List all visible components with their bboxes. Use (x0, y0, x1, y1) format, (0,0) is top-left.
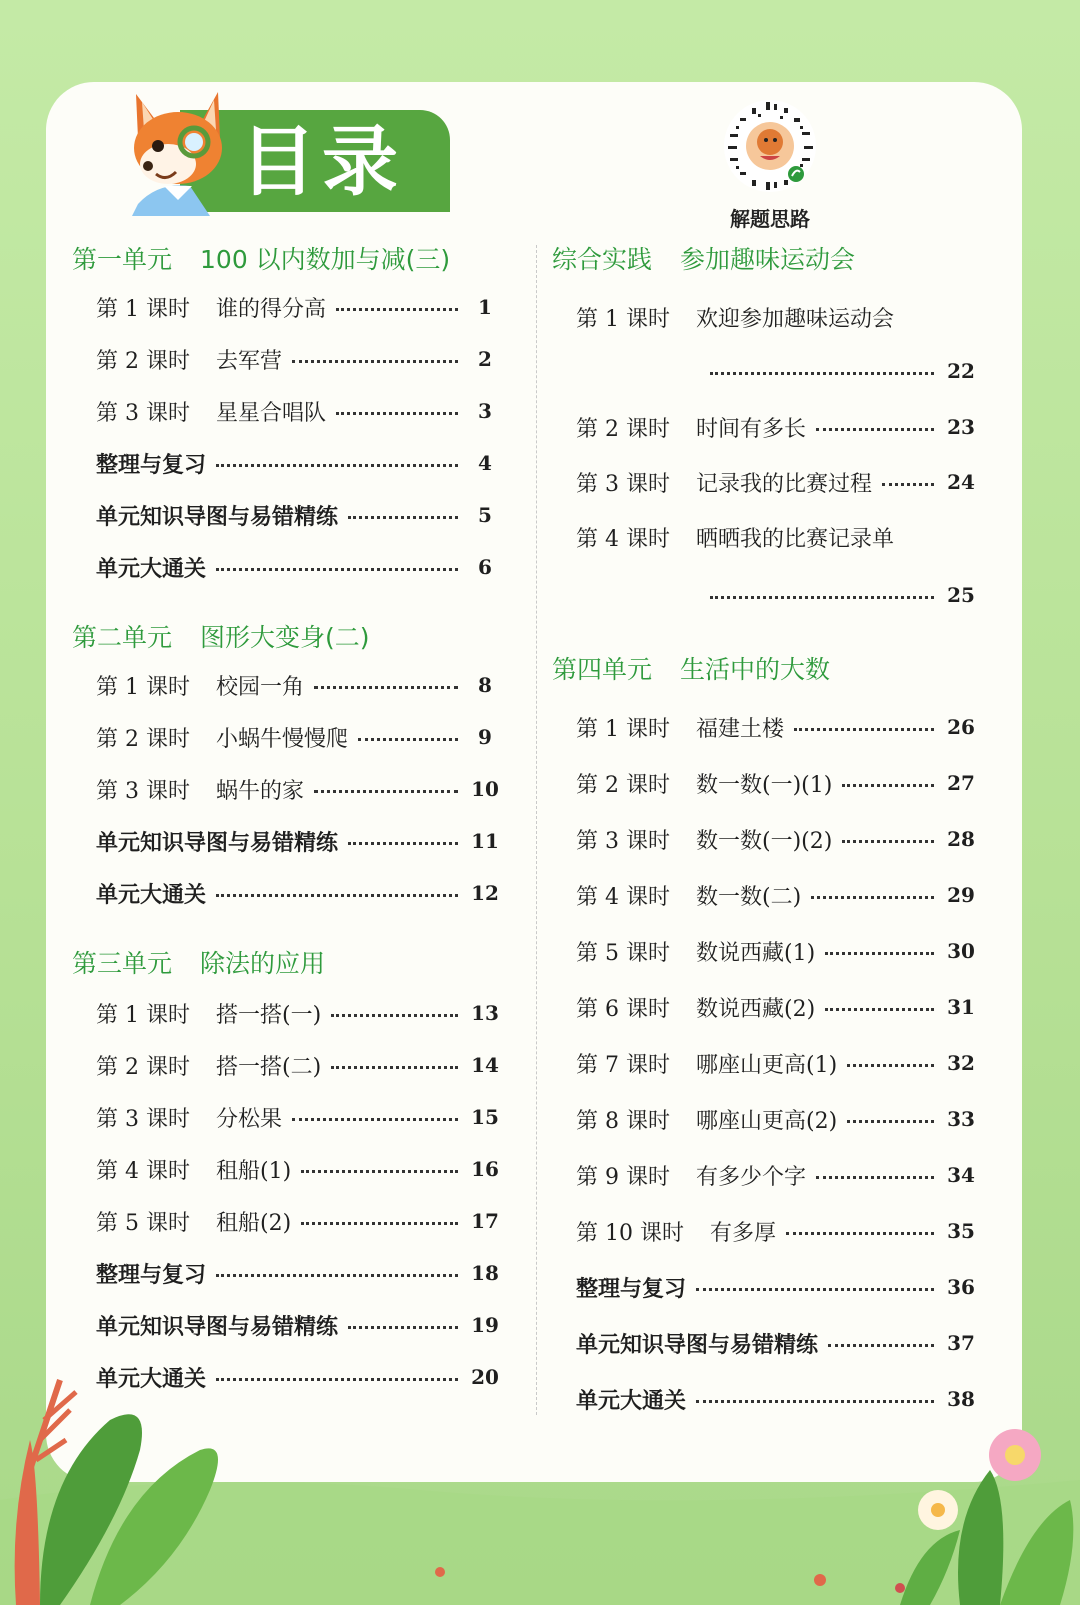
page-number: 9 (478, 725, 492, 749)
toc-entry[interactable] (96, 1100, 500, 1134)
page-number: 31 (947, 995, 975, 1019)
leader-dots (696, 1288, 934, 1291)
page-number: 15 (471, 1105, 499, 1129)
page-number: 3 (478, 399, 492, 423)
lesson-title: 租船(2) (215, 1210, 292, 1236)
toc-entry-continuation[interactable] (710, 354, 976, 388)
leader-dots (847, 1120, 934, 1123)
toc-entry[interactable] (96, 394, 500, 428)
toc-entry[interactable] (576, 1158, 976, 1192)
page-number: 28 (947, 827, 975, 851)
toc-entry[interactable] (96, 720, 500, 754)
lesson-label: 第 4 课时 (576, 526, 670, 552)
lesson-label: 第 2 课时 (96, 1054, 190, 1080)
leader-dots (816, 1176, 934, 1179)
toc-entry[interactable] (576, 1326, 976, 1360)
unit-heading-4[interactable] (552, 240, 855, 276)
page-number: 37 (947, 1331, 975, 1355)
toc-entry[interactable] (576, 990, 976, 1024)
page-number: 19 (471, 1313, 499, 1337)
page-number: 16 (471, 1157, 499, 1181)
leader-dots (314, 790, 458, 793)
page-number: 26 (947, 715, 975, 739)
toc-entry[interactable] (96, 876, 500, 910)
page-title: 目录 (240, 117, 404, 206)
lesson-title: 分松果 (215, 1106, 282, 1132)
toc-entry[interactable] (576, 465, 976, 499)
lesson-title: 单元知识导图与易错精练 (96, 504, 339, 530)
lesson-title: 整理与复习 (96, 1262, 207, 1288)
page-number: 30 (947, 939, 975, 963)
leader-dots (331, 1014, 458, 1017)
leader-dots (292, 1118, 458, 1121)
lesson-label: 第 3 课时 (96, 400, 190, 426)
lesson-title: 蜗牛的家 (215, 778, 304, 804)
toc-entry[interactable] (576, 710, 976, 744)
leader-dots (710, 596, 934, 599)
lesson-title: 单元大通关 (96, 882, 207, 908)
leader-dots (825, 952, 934, 955)
leader-dots (842, 784, 934, 787)
lesson-label: 第 1 课时 (576, 716, 670, 742)
lesson-title: 数说西藏(1) (695, 940, 816, 966)
lesson-label: 第 2 课时 (576, 416, 670, 442)
leader-dots (710, 372, 934, 375)
page-number: 24 (947, 470, 975, 494)
unit-name: 100 以内数加与减(三) (200, 245, 451, 274)
toc-entry[interactable] (96, 1152, 500, 1186)
leader-dots (842, 840, 934, 843)
lesson-title: 租船(1) (215, 1158, 292, 1184)
toc-entry[interactable] (576, 520, 976, 554)
page-number: 20 (471, 1365, 499, 1389)
unit-heading-1[interactable] (72, 240, 450, 276)
lesson-title: 有多厚 (709, 1220, 776, 1246)
leader-dots (314, 686, 458, 689)
toc-entry-continuation[interactable] (710, 578, 976, 612)
toc-entry[interactable] (576, 878, 976, 912)
lesson-title: 星星合唱队 (215, 400, 326, 426)
page-number: 35 (947, 1219, 975, 1243)
lesson-label: 第 2 课时 (96, 348, 190, 374)
lesson-title: 单元大通关 (576, 1388, 687, 1414)
lesson-label: 第 8 课时 (576, 1108, 670, 1134)
toc-entry[interactable] (96, 550, 500, 584)
lesson-title: 哪座山更高(1) (695, 1052, 838, 1078)
page-number: 13 (471, 1001, 499, 1025)
lesson-title: 数说西藏(2) (695, 996, 816, 1022)
lesson-label: 第 2 课时 (96, 726, 190, 752)
page-number: 32 (947, 1051, 975, 1075)
leader-dots (216, 894, 458, 897)
leader-dots (336, 412, 458, 415)
toc-entry[interactable] (576, 822, 976, 856)
toc-entry[interactable] (576, 300, 976, 334)
lesson-label: 第 3 课时 (96, 778, 190, 804)
page-number: 14 (471, 1053, 499, 1077)
page-number: 22 (947, 359, 975, 383)
toc-entry[interactable] (576, 1046, 976, 1080)
fox-mascot-icon (118, 86, 238, 216)
toc-entry[interactable] (576, 1102, 976, 1136)
toc-entry[interactable] (96, 668, 500, 702)
page-number: 36 (947, 1275, 975, 1299)
lesson-label: 第 1 课时 (96, 296, 190, 322)
unit-label: 第二单元 (72, 623, 173, 652)
page-number: 12 (471, 881, 499, 905)
leader-dots (348, 516, 458, 519)
lesson-label: 第 7 课时 (576, 1052, 670, 1078)
lesson-title: 哪座山更高(2) (695, 1108, 838, 1134)
unit-label: 第三单元 (72, 949, 173, 978)
lesson-title: 数一数(一)(2) (695, 828, 833, 854)
leader-dots (816, 428, 934, 431)
lesson-title: 时间有多长 (695, 416, 806, 442)
qr-label: 解题思路 (730, 207, 810, 231)
page-number: 10 (471, 777, 499, 801)
unit-label: 第一单元 (72, 245, 173, 274)
lesson-title: 搭一搭(一) (215, 1002, 322, 1028)
leader-dots (301, 1222, 458, 1225)
toc-entry[interactable] (576, 1382, 976, 1416)
lesson-title: 记录我的比赛过程 (695, 471, 872, 497)
toc-entry[interactable] (96, 824, 500, 858)
lesson-label: 第 1 课时 (96, 674, 190, 700)
leader-dots (794, 728, 934, 731)
lesson-title: 去军营 (215, 348, 282, 374)
unit-label: 综合实践 (552, 245, 653, 274)
lesson-label: 第 9 课时 (576, 1164, 670, 1190)
leader-dots (216, 1274, 458, 1277)
page-number: 4 (478, 451, 492, 475)
lesson-label: 第 5 课时 (576, 940, 670, 966)
toc-entry[interactable] (96, 498, 500, 532)
lesson-title: 晒晒我的比赛记录单 (695, 526, 894, 552)
leader-dots (847, 1064, 934, 1067)
lesson-title: 谁的得分高 (215, 296, 326, 322)
page-number: 11 (471, 829, 499, 853)
lesson-title: 单元知识导图与易错精练 (96, 830, 339, 856)
leader-dots (292, 360, 458, 363)
toc-entry[interactable] (96, 1048, 500, 1082)
unit-heading-2[interactable] (72, 618, 370, 654)
lesson-label: 第 6 课时 (576, 996, 670, 1022)
toc-entry[interactable] (576, 1270, 976, 1304)
lesson-title: 数一数(一)(1) (695, 772, 833, 798)
toc-entry[interactable] (96, 996, 500, 1030)
leader-dots (828, 1344, 934, 1347)
lesson-label: 第 3 课时 (96, 1106, 190, 1132)
leader-dots (331, 1066, 458, 1069)
lesson-label: 第 1 课时 (96, 1002, 190, 1028)
page-number: 8 (478, 673, 492, 697)
unit-name: 参加趣味运动会 (680, 245, 856, 274)
leader-dots (825, 1008, 934, 1011)
leader-dots (216, 464, 458, 467)
lesson-title: 整理与复习 (96, 452, 207, 478)
lesson-label: 第 3 课时 (576, 828, 670, 854)
lesson-title: 有多少个字 (695, 1164, 806, 1190)
leader-dots (811, 896, 934, 899)
lesson-title: 整理与复习 (576, 1276, 687, 1302)
lesson-label: 第 10 课时 (576, 1220, 684, 1246)
qr-code-icon[interactable] (722, 98, 818, 194)
unit-label: 第四单元 (552, 655, 653, 684)
page-number: 6 (478, 555, 492, 579)
page-number: 1 (478, 295, 492, 319)
page-number: 33 (947, 1107, 975, 1131)
leader-dots (882, 483, 934, 486)
lesson-title: 小蜗牛慢慢爬 (215, 726, 348, 752)
leader-dots (336, 308, 458, 311)
lesson-label: 第 4 课时 (96, 1158, 190, 1184)
lesson-title: 校园一角 (215, 674, 304, 700)
leader-dots (301, 1170, 458, 1173)
page-number: 29 (947, 883, 975, 907)
toc-entry[interactable] (576, 1214, 976, 1248)
lesson-title: 数一数(二) (695, 884, 802, 910)
toc-entry[interactable] (96, 1360, 500, 1394)
unit-heading-5[interactable] (552, 650, 830, 686)
toc-entry[interactable] (576, 766, 976, 800)
lesson-title: 单元知识导图与易错精练 (576, 1332, 819, 1358)
column-divider (536, 245, 537, 1415)
page-number: 17 (471, 1209, 499, 1233)
lesson-title: 单元知识导图与易错精练 (96, 1314, 339, 1340)
page-number: 5 (478, 503, 492, 527)
toc-entry[interactable] (96, 772, 500, 806)
page-number: 23 (947, 415, 975, 439)
toc-entry[interactable] (96, 342, 500, 376)
toc-entry[interactable] (576, 934, 976, 968)
leader-dots (696, 1400, 934, 1403)
lesson-title: 欢迎参加趣味运动会 (695, 306, 894, 332)
lesson-label: 第 5 课时 (96, 1210, 190, 1236)
toc-entry[interactable] (96, 1256, 500, 1290)
page-number: 27 (947, 771, 975, 795)
toc-entry[interactable] (576, 410, 976, 444)
page-number: 25 (947, 583, 975, 607)
page-number: 2 (478, 347, 492, 371)
lesson-title: 单元大通关 (96, 1366, 207, 1392)
lesson-title: 搭一搭(二) (215, 1054, 322, 1080)
leader-dots (348, 1326, 458, 1329)
leader-dots (786, 1232, 934, 1235)
leader-dots (216, 568, 458, 571)
lesson-label: 第 2 课时 (576, 772, 670, 798)
toc-entry[interactable] (96, 1204, 500, 1238)
lesson-label: 第 3 课时 (576, 471, 670, 497)
unit-name: 生活中的大数 (680, 655, 831, 684)
unit-name: 除法的应用 (200, 949, 326, 978)
toc-entry[interactable] (96, 290, 500, 324)
unit-heading-3[interactable] (72, 944, 325, 980)
page-number: 38 (947, 1387, 975, 1411)
page-number: 18 (471, 1261, 499, 1285)
unit-name: 图形大变身(二) (200, 623, 370, 652)
lesson-title: 单元大通关 (96, 556, 207, 582)
lesson-title: 福建土楼 (695, 716, 784, 742)
leader-dots (358, 738, 458, 741)
lesson-label: 第 1 课时 (576, 306, 670, 332)
lesson-label: 第 4 课时 (576, 884, 670, 910)
toc-entry[interactable] (96, 446, 500, 480)
leader-dots (348, 842, 458, 845)
page-number: 34 (947, 1163, 975, 1187)
leader-dots (216, 1378, 458, 1381)
toc-entry[interactable] (96, 1308, 500, 1342)
